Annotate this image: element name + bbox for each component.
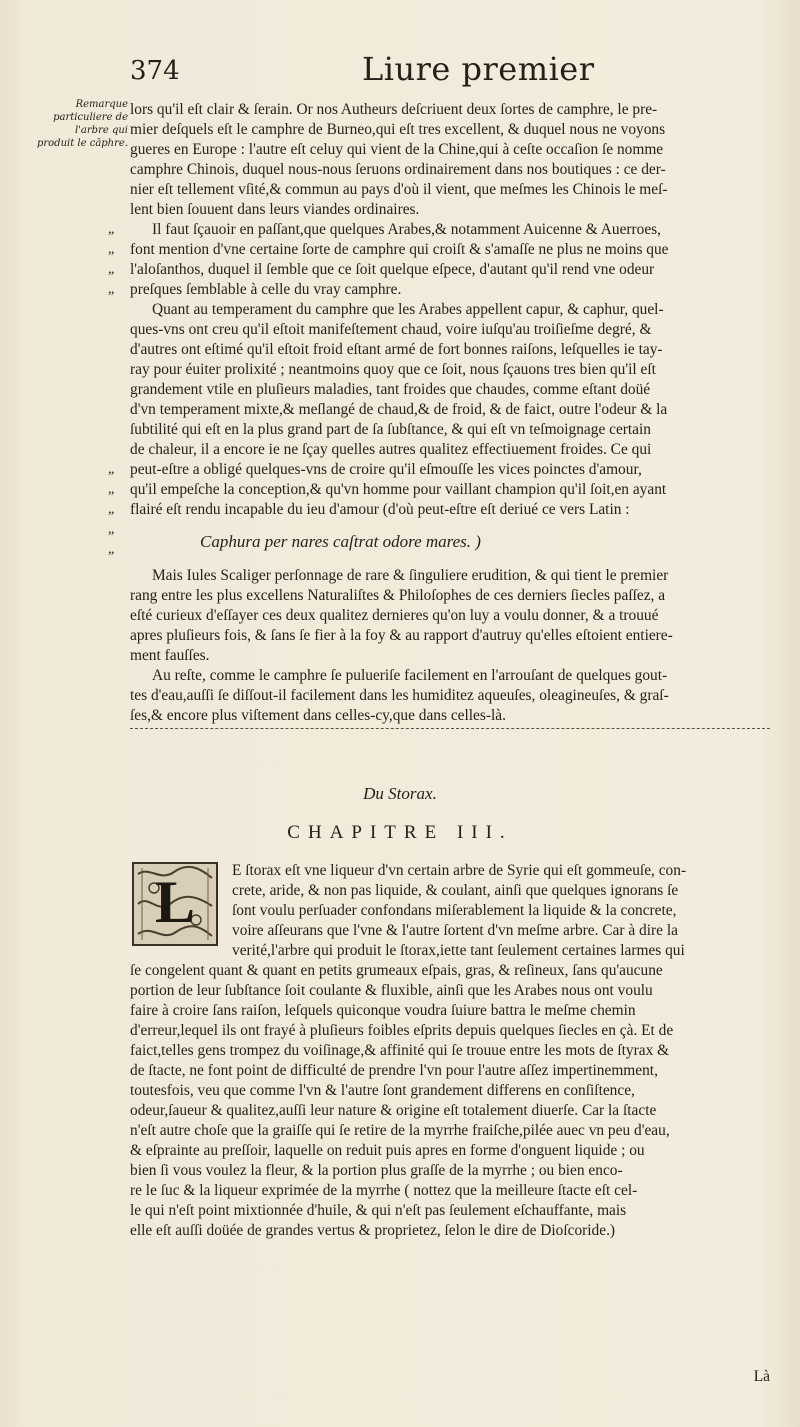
text-line: Quant au temperament du camphre que les Arabes appellent capur, & caphur, quel- <box>152 301 664 318</box>
text-line: lent bien ſouuent dans leurs viandes ordinaires. <box>130 201 420 218</box>
text-line: eſté curieux d'eſſayer ces deux qualitez dernieres qu'on luy a voulu donner, & a trouué <box>130 607 659 624</box>
text-line: gueres en Europe : l'autre eſt celuy qui vient de la Chine,qui à ceſte occaſion ſe nomme <box>130 141 664 158</box>
text-line: d'erreur,lequel ils ont frayé à pluſieurs foibles eſprits depuis quelques ſiecles en çà. Et de <box>130 1022 674 1039</box>
text-line: mier deſquels eſt le camphre de Burneo,qui eſt tres excellent, & duquel nous ne voyons <box>130 121 666 138</box>
text-line: & eſprainte au preſſoir, laquelle on reduit puis apres en forme d'onguent liquide ; ou <box>130 1142 645 1159</box>
text-line: re le ſuc & la liqueur exprimée de la myrrhe ( nottez que la meilleure ſtacte eſt cel- <box>130 1182 638 1199</box>
section-divider <box>130 728 770 729</box>
margin-note: Remarque particuliere de l'arbre qui produit le cāphre. <box>36 99 128 149</box>
text-line: lors qu'il eſt clair & ſerain. Or nos Autheurs deſcriuent deux ſortes de camphre, le pre- <box>130 101 658 118</box>
running-title: Liure premier <box>362 50 595 88</box>
text-line: elle eſt auſſi doüée de grandes vertus & proprietez, ſelon le dire de Dioſcoride.) <box>130 1222 616 1239</box>
text-line: portion de leur ſubſtance ſoit coulante & fluxible, ainſi que les Arabes nous ont voulu <box>130 982 653 999</box>
text-line: qu'il empeſche la conception,& qu'vn homme pour vaillant champion qu'il ſoit,en ayant <box>130 481 667 498</box>
text-line: grandement vtile en pluſieurs maladies, tant froides que chaudes, comme eſtant doüé <box>130 381 651 398</box>
page-number: 374 <box>130 56 180 86</box>
text-line: rang entre les plus excellens Naturaliſtes & Philoſophes de ces derniers ſiecles paſſez, a <box>130 587 666 604</box>
text-line: voire aſſeurans que l'vne & l'autre ſortent d'vn meſme arbre. Car à dire la <box>232 922 678 939</box>
section-title: Du Storax. <box>363 784 437 803</box>
text-line: E ſtorax eſt vne liqueur d'vn certain arbre de Syrie qui eſt gommeuſe, con- <box>232 862 687 879</box>
text-line: nier eſt tellement vſité,& commun au pays d'où il vient, que meſmes les Chinois le meſ- <box>130 181 668 198</box>
text-line: camphre Chinois, duquel nous-nous ſeruons ordinairement dans nos boutiques : ce der- <box>130 161 666 178</box>
quote-marks-middle: „ „ „ „ „ <box>108 462 115 557</box>
text-line: peut-eſtre a obligé quelques-vns de croire qu'il eſmouſſe les vices poinctes d'amour, <box>130 461 642 478</box>
drop-cap-letter: L <box>154 869 196 935</box>
text-line: d'autres ont eſtimé qu'il eſtoit froid eſtant armé de fort bonnes raiſons, leſquelles ie tay- <box>130 341 663 358</box>
chapter-body <box>130 961 770 1241</box>
text-line: crete, aride, & non pas liquide, & coulant, ainſi que quelques ignorans ſe <box>232 882 679 899</box>
text-line: bien ſi vous voulez la fleur, & la portion plus graſſe de la myrrhe ; ou bien enco- <box>130 1162 623 1179</box>
text-line: tes d'eau,auſſi ſe diſſout-il facilement dans les humiditez aqueuſes, oleagineuſes, & graſ- <box>130 687 669 704</box>
text-line: ques-vns ont creu qu'il eſtoit manifeſtement chaud, voire iuſqu'au troiſieſme degré, & <box>130 321 652 338</box>
latin-verse: Caphura per nares caſtrat odore mares. ) <box>200 532 481 551</box>
paragraph-camphre-sortes <box>130 100 770 220</box>
text-line: ſes,& encore plus viſtement dans celles-cy,que dans celles-là. <box>130 707 506 724</box>
page-header <box>130 50 770 94</box>
text-line: d'vn temperament mixte,& meſlangé de chaud,& de froid, & de faict, outre l'odeur & la <box>130 401 668 418</box>
text-line: Mais Iules Scaliger perſonnage de rare & ſinguliere erudition, & qui tient le premier <box>152 567 669 584</box>
decorated-initial <box>132 862 218 946</box>
text-line: flairé eſt rendu incapable du ieu d'amour (d'où peut-eſtre eſt deriué ce vers Latin : <box>130 501 630 518</box>
text-line: le qui n'eſt point mixtionnée d'huile, & qui n'eſt pas ſeulement eſchauffante, mais <box>130 1202 627 1219</box>
chapter-title: CHAPITRE III. <box>287 822 513 843</box>
text-line: ſe congelent quant & quant en petits grumeaux eſpais, gras, & reſineux, ſans qu'aucune <box>130 962 663 979</box>
text-line: apres pluſieurs fois, & ſans ſe fier à la foy & au rapport d'autruy qu'elles eſtoient entiere- <box>130 627 673 644</box>
paragraph-scaliger <box>130 566 770 666</box>
text-line: ſont voulu perſuader confondans miſerablement la liquide & la concrete, <box>232 902 677 919</box>
text-line: ſubtilité qui eſt en la plus grand part de ſa ſubſtance, & qui eſt vn teſmoignage certain <box>130 421 651 438</box>
quote-marks-top: „ „ „ „ <box>108 222 115 297</box>
text-line: n'eſt autre choſe que la graiſſe qui ſe retire de la myrrhe fraiſche,pilée auec vn peu d'eau, <box>130 1122 670 1139</box>
text-line: Il faut ſçauoir en paſſant,que quelques Arabes,& notamment Auicenne & Auerroes, <box>152 221 662 238</box>
paragraph-au-reste <box>130 666 770 726</box>
text-line: l'aloſanthos, duquel il ſemble que ce ſoit quelque eſpece, d'autant qu'il rend vne odeur <box>130 261 655 278</box>
text-line: de chaleur, il a encore ie ne ſçay quelles autres qualitez effectiuement froides. Ce qui <box>130 441 652 458</box>
paragraph-temperament <box>130 300 770 520</box>
text-line: de ſtacte, ne font point de difficulté de prendre l'vn pour l'autre aſſez impertinemment, <box>130 1062 658 1079</box>
text-line: verité,l'arbre qui produit le ſtorax,iette tant ſeulement certaines larmes qui <box>232 942 685 959</box>
paragraph-arabes <box>130 220 770 300</box>
text-line: faire à croire ſans raiſon, leſquels quiconque voudra ſuiure battra le meſme chemin <box>130 1002 636 1019</box>
text-line: font mention d'vne certaine ſorte de camphre qui croiſt & s'amaſſe ne plus ne moins que <box>130 241 669 258</box>
text-line: preſques ſemblable à celle du vray camphre. <box>130 281 402 298</box>
chapter-opening-lines <box>232 861 770 961</box>
text-line: toutesfois, veu que comme l'vn & l'autre ſont grandement differens en conſiſtence, <box>130 1082 635 1099</box>
text-line: ment fauſſes. <box>130 647 210 664</box>
text-line: ray pour éuiter prolixité ; neantmoins quoy que ce ſoit, nous ſçauons tres bien qu'il eſt <box>130 361 656 378</box>
text-line: odeur,ſaueur & qualitez,auſſi leur nature & origine eſt totalement diuerſe. Car la ſtacte <box>130 1102 657 1119</box>
text-line: faict,telles gens trompez du voiſinage,& affinité qui ſe trouue entre les mots de ſtyrax & <box>130 1042 670 1059</box>
catchword: Là <box>753 1368 770 1385</box>
text-line: Au reſte, comme le camphre ſe pulueriſe facilement en l'arrouſant de quelques gout- <box>152 667 668 684</box>
